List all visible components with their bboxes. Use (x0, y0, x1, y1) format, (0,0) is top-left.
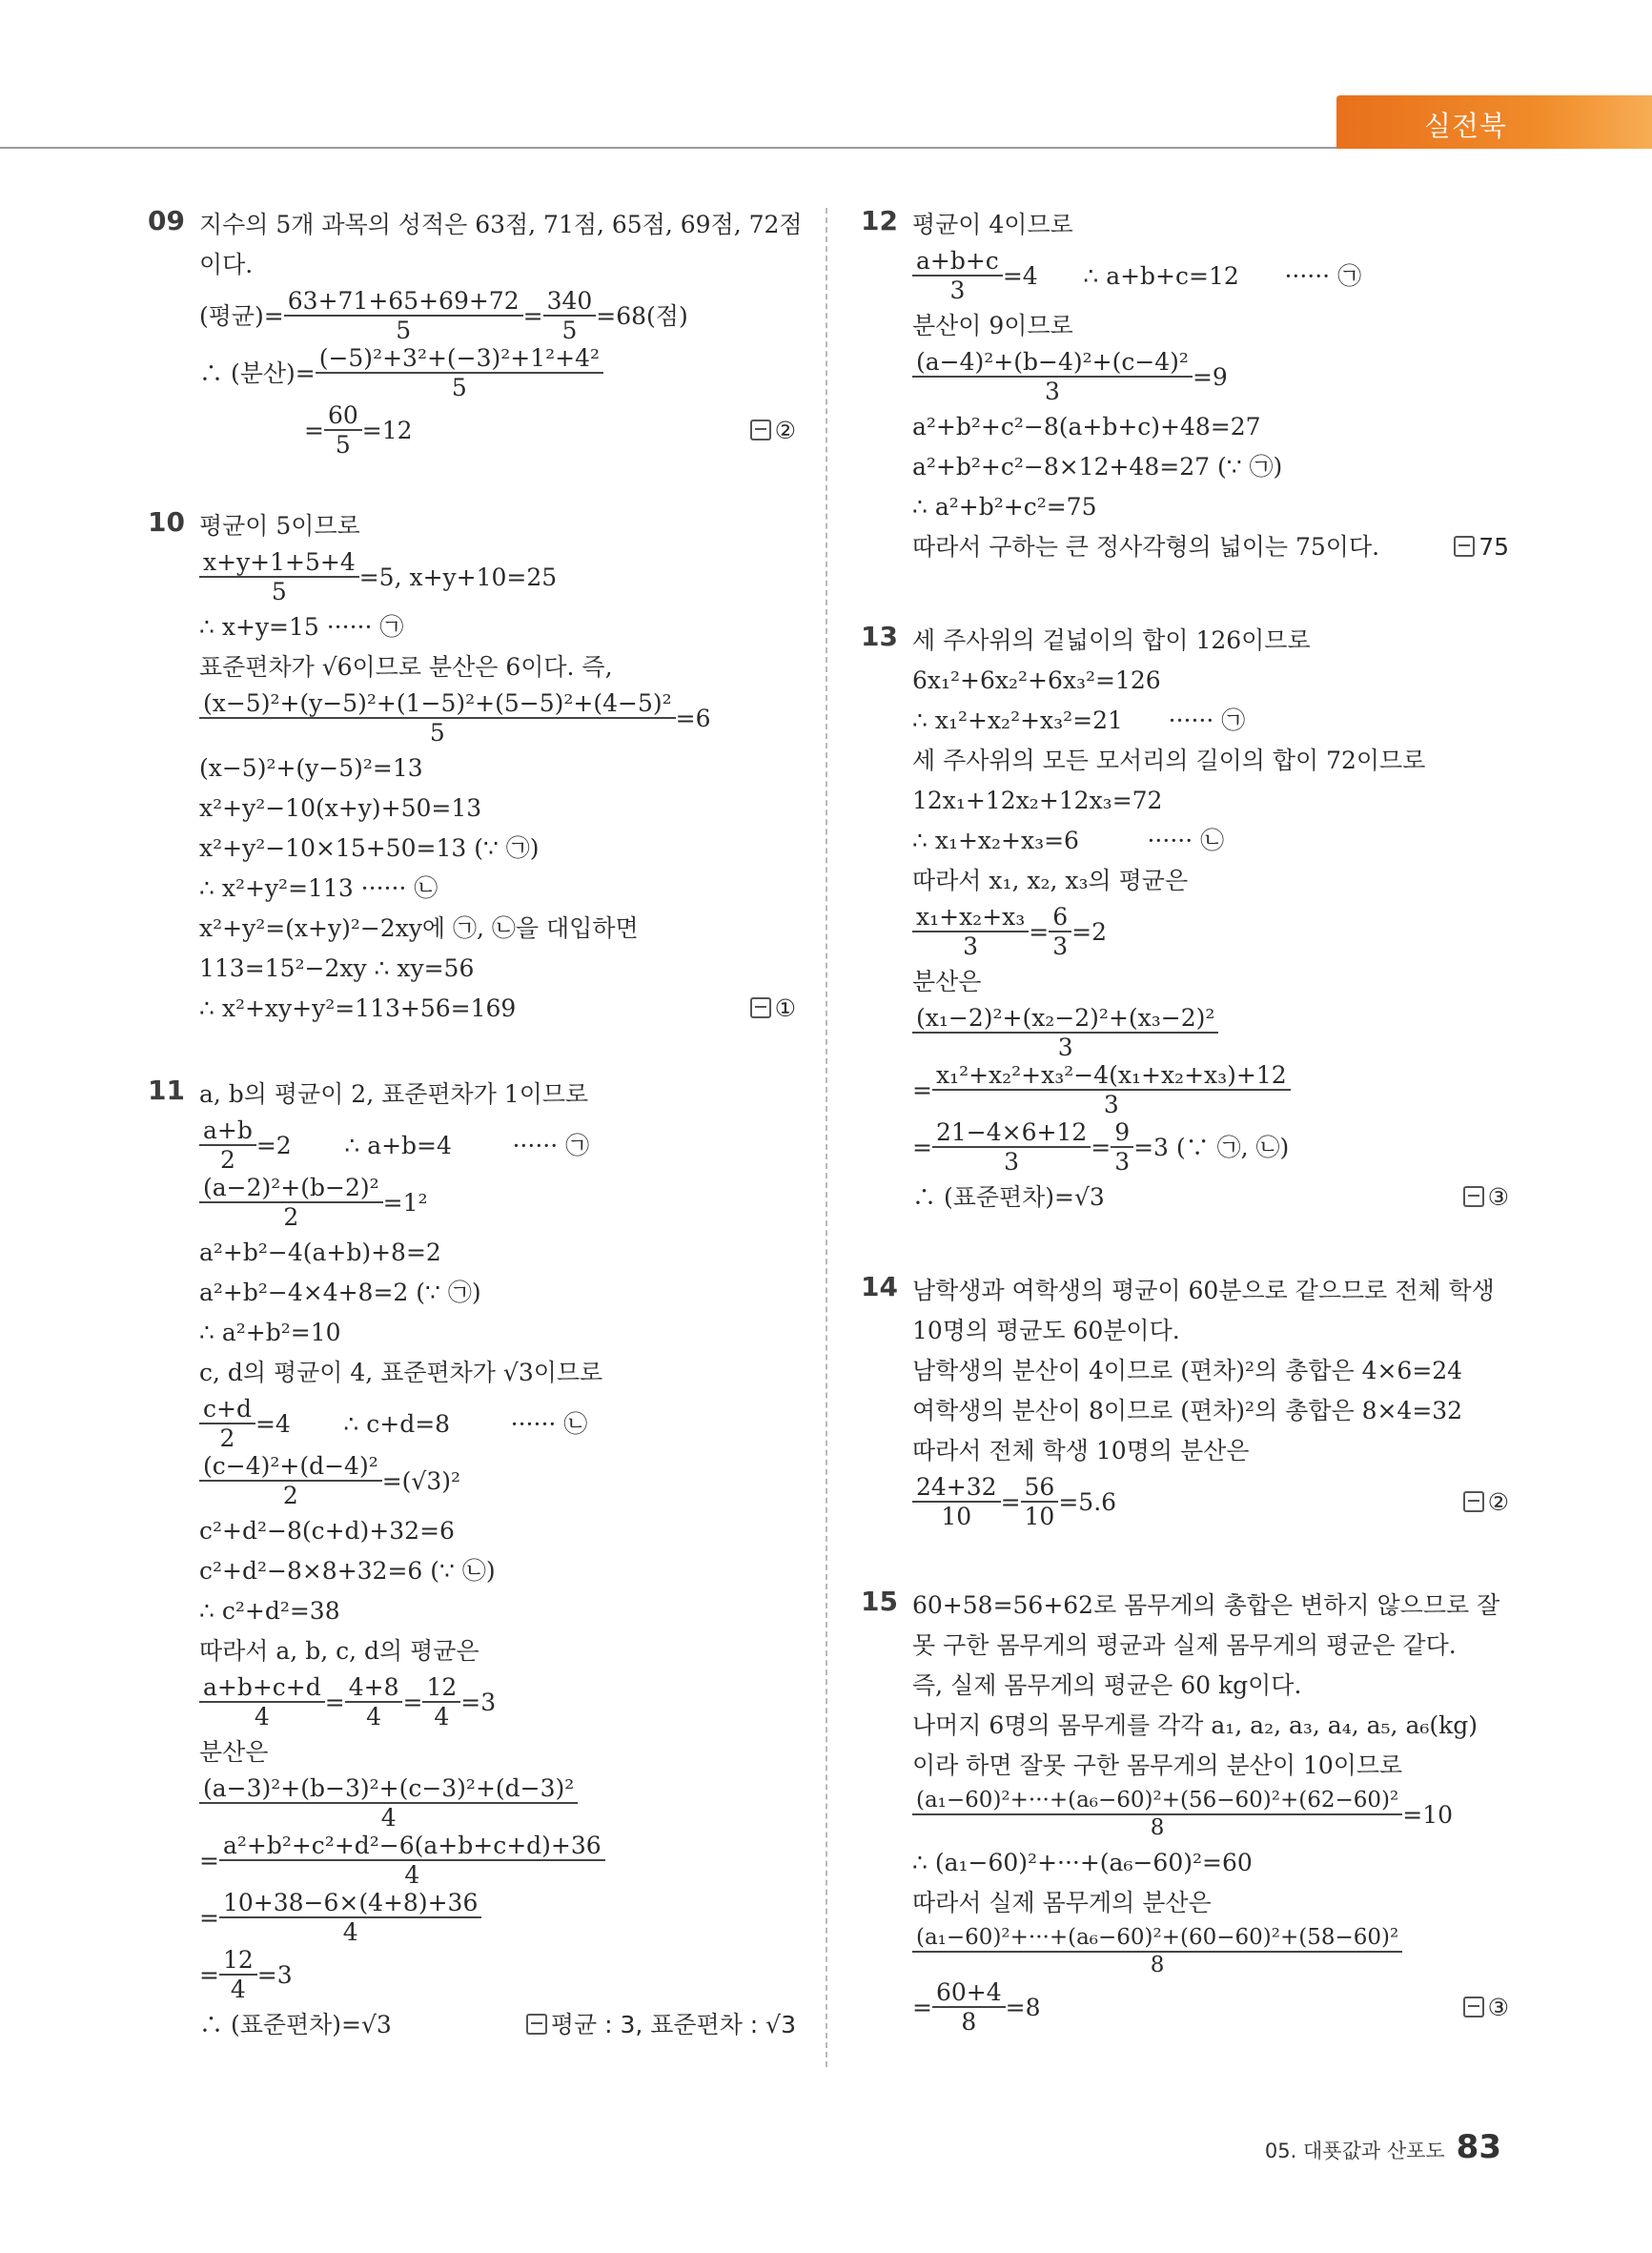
text-line: 이라 하면 잘못 구한 몸무게의 분산이 10이므로 (912, 1751, 1403, 1779)
fraction: $\frac{63+71+65+69+72}{5}$ (284, 289, 523, 342)
text-line: ∴ (표준편차)=√3 ③ (912, 1178, 1509, 1218)
fraction: $\frac{60+4}{8}$ (932, 1980, 1006, 2034)
formula-line: = $\frac{60+4}{8}$ =8 ③ (912, 1978, 1509, 2036)
problem-10 (148, 506, 796, 1029)
fraction: $\frac{\text{(c−4)²+(d−4)²}}{2}$ (199, 1454, 382, 1507)
fraction: $\frac{12}{4}$ (219, 1948, 257, 2001)
fraction: $\frac{\text{x₁+x₂+x₃}}{3}$ (912, 905, 1029, 958)
formula-line: $\frac{\text{(a−2)²+(b−2)²}}{2}$ =1² (199, 1176, 796, 1229)
fraction: $\frac{\text{(−5)²+3²+(−3)²+1²+4²}}{5}$ (316, 346, 603, 399)
answer-icon (750, 420, 771, 440)
text-line: 따라서 구하는 큰 정사각형의 넓이는 75이다. 75 (912, 527, 1509, 567)
fraction: $\frac{\text{(a₁−60)²+···+(a₆−60)²+(56−60)²+(62−60)²}}{8}$ (912, 1790, 1402, 1839)
problem-13 (861, 621, 1509, 1218)
text-line: 따라서 전체 학생 10명의 분산은 (912, 1437, 1250, 1464)
formula-label: (평균)= (199, 301, 284, 330)
answer-icon (750, 997, 771, 1018)
text-line: a²+b²+c²−8×12+48=27 (∵ ㉠) (912, 453, 1283, 481)
text-line: a, b의 평균이 2, 표준편차가 1이므로 (199, 1080, 589, 1108)
text-line: ∴ x+y=15 ······ ㉠ (199, 613, 404, 641)
formula-line: = $\frac{12}{4}$ =3 (199, 1946, 293, 2003)
problem-number: 15 (861, 1586, 898, 1617)
fraction: $\frac{\text{(a−4)²+(b−4)²+(c−4)²}}{3}$ (912, 350, 1193, 403)
text-line: 남학생과 여학생의 평균이 60분으로 같으므로 전체 학생 (912, 1277, 1495, 1304)
text-line: a²+b²−4×4+8=2 (∵ ㉠) (199, 1279, 481, 1306)
answer-icon (1463, 1997, 1484, 2017)
fraction: $\frac{a+b+c}{3}$ (912, 249, 1003, 302)
problem-15 (861, 1586, 1509, 2034)
formula-line: $\frac{\text{x₁+x₂+x₃}}{3}$ = $\frac{6}{3}$ =2 (912, 905, 1509, 958)
page-number: 83 (1456, 2128, 1501, 2166)
problem-11 (148, 1075, 796, 2045)
fraction: $\frac{\text{(a₁−60)²+···+(a₆−60)²+(60−60)²+(58−60)²}}{8}$ (912, 1927, 1402, 1976)
section-tab (1336, 95, 1652, 149)
text-line: 이다. (199, 251, 254, 278)
fraction: $\frac{\text{(x₁−2)²+(x₂−2)²+(x₃−2)²}}{3}$ (912, 1006, 1218, 1059)
fraction: $\frac{a+b+c+d}{4}$ (199, 1675, 325, 1729)
text-line: c²+d²−8×8+32=6 (∵ ㉡) (199, 1557, 496, 1585)
text-line: ∴ (a₁−60)²+···+(a₆−60)²=60 (912, 1849, 1253, 1876)
formula-line: = $\frac{\text{a²+b²+c²+d²−6(a+b+c+d)+36}}{4}$ (199, 1833, 796, 1887)
fraction: $\frac{56}{10}$ (1021, 1475, 1059, 1528)
text-line: 분산은 (912, 968, 982, 995)
formula-line (912, 1006, 1509, 1059)
problem-number: 09 (148, 205, 185, 236)
text-line: x²+y²−10(x+y)+50=13 (199, 794, 482, 822)
answer-mark: ② (750, 419, 796, 442)
problem-number: 10 (148, 506, 185, 538)
problem-09 (148, 205, 803, 459)
answer-icon (526, 2014, 547, 2035)
section-tab-label: 실전북 (1424, 110, 1508, 142)
column-divider (826, 208, 827, 2067)
formula-line: = $\frac{10+38-6\times(4+8)+36}{4}$ (199, 1891, 796, 1944)
fraction: $\frac{21-4\times 6+12}{3}$ (932, 1120, 1091, 1174)
formula-line: $\frac{a+b}{2}$ =2 ∴ a+b=4 ······ ㉠ (199, 1118, 796, 1172)
problem-number: 13 (861, 621, 898, 652)
text-line: ∴ c²+d²=38 (199, 1597, 340, 1625)
text-line: 세 주사위의 모든 모서리의 길이의 합이 72이므로 (912, 747, 1426, 774)
answer-mark: ③ (1463, 1178, 1509, 1218)
text-line: ∴ x₁²+x₂²+x₃²=21 ······ ㉠ (912, 707, 1246, 734)
fraction: $\frac{x+y+1+5+4}{5}$ (199, 550, 359, 604)
text-line: 세 주사위의 겉넓이의 합이 126이므로 (912, 626, 1311, 654)
fraction: $\frac{\text{(x−5)²+(y−5)²+(1−5)²+(5−5)²+(4−5)²}}{5}$ (199, 691, 676, 745)
text-line: ∴ a²+b²+c²=75 (912, 493, 1097, 521)
text-line: 10명의 평균도 60분이다. (912, 1317, 1180, 1344)
fraction: $\frac{340}{5}$ (543, 289, 597, 342)
formula-line: $\frac{\text{(a₁−60)²+···+(a₆−60)²+(56−60)²+(62−60)²}}{8}$ =10 (912, 1790, 1509, 1839)
formula-line: $\frac{a+b+c+d}{4}$ = $\frac{4+8}{4}$ = $\frac{12}{4}$ =3 (199, 1675, 796, 1729)
right-column (861, 205, 1509, 2038)
fraction: $\frac{\text{a²+b²+c²+d²−6(a+b+c+d)+36}}{4}$ (219, 1833, 605, 1887)
formula-line (912, 1927, 1509, 1976)
fraction: $\frac{24+32}{10}$ (912, 1475, 1001, 1528)
text-line: 분산은 (199, 1738, 269, 1766)
text-line: 표준편차가 √6이므로 분산은 6이다. 즉, (199, 653, 613, 681)
text-line: 지수의 5개 과목의 성적은 63점, 71점, 65점, 69점, 72점 (199, 211, 803, 238)
fraction: $\frac{9}{3}$ (1111, 1120, 1133, 1174)
text-line: 남학생의 분산이 4이므로 (편차)²의 총합은 4×6=24 (912, 1357, 1463, 1384)
answer-mark: ① (750, 989, 796, 1029)
fraction: $\frac{12}{4}$ (422, 1675, 460, 1729)
variance-formula: ∴ (분산)= $\frac{\text{(−5)²+3²+(−3)²+1²+4²}}{5}$ (199, 346, 796, 399)
text-line: 따라서 a, b, c, d의 평균은 (199, 1637, 479, 1665)
text-line: a²+b²−4(a+b)+8=2 (199, 1239, 441, 1266)
answer-icon (1463, 1491, 1484, 1512)
text-line: x²+y²=(x+y)²−2xy에 ㉠, ㉡을 대입하면 (199, 914, 639, 942)
text-line: 분산이 9이므로 (912, 312, 1073, 339)
text-line: c, d의 평균이 4, 표준편차가 √3이므로 (199, 1359, 603, 1386)
page-footer (1265, 2128, 1501, 2166)
text-line: 따라서 x₁, x₂, x₃의 평균은 (912, 867, 1189, 894)
fraction: $\frac{6}{3}$ (1049, 905, 1071, 958)
text-line: ∴ x₁+x₂+x₃=6 ······ ㉡ (912, 827, 1225, 854)
answer-mark: 75 (1454, 527, 1509, 567)
formula-line: = $\frac{\text{x₁²+x₂²+x₃²−4(x₁+x₂+x₃)+12}}{3}$ (912, 1063, 1509, 1116)
problem-number: 11 (148, 1075, 185, 1106)
text-line: 60+58=56+62로 몸무게의 총합은 변하지 않으므로 잘 (912, 1591, 1500, 1619)
answer-mark: 평균 : 3, 표준편차 : √3 (526, 2005, 796, 2045)
problem-14 (861, 1271, 1509, 1528)
problem-12 (861, 205, 1509, 567)
text-line: 여학생의 분산이 8이므로 (편차)²의 총합은 8×4=32 (912, 1397, 1463, 1424)
text-line: ∴ x²+xy+y²=113+56=169 ① (199, 989, 796, 1029)
text-line: ∴ a²+b²=10 (199, 1319, 341, 1346)
fraction: $\frac{\text{(a−2)²+(b−2)²}}{2}$ (199, 1176, 383, 1229)
mean-formula: (평균)= $\frac{63+71+65+69+72}{5}$ = $\frac{340}{5}$ =68(점) (199, 287, 688, 344)
fraction: $\frac{10+38-6\times(4+8)+36}{4}$ (219, 1891, 481, 1944)
text-line: ∴ (표준편차)=√3 평균 : 3, 표준편차 : √3 (199, 2005, 796, 2045)
fraction: $\frac{60}{5}$ (324, 403, 362, 457)
text-line: 나머지 6명의 몸무게를 각각 a₁, a₂, a₃, a₄, a₅, a₆(kg) (912, 1711, 1479, 1739)
formula-line: $\frac{x+y+1+5+4}{5}$ =5, x+y+10=25 (199, 550, 796, 604)
answer-icon (1463, 1186, 1484, 1207)
text-line: 못 구한 몸무게의 평균과 실제 몸무게의 평균은 같다. (912, 1631, 1457, 1659)
text-line: 12x₁+12x₂+12x₃=72 (912, 787, 1163, 814)
text-line: ∴ x²+y²=113 ······ ㉡ (199, 874, 438, 902)
text-line: 즉, 실제 몸무게의 평균은 60 kg이다. (912, 1671, 1302, 1699)
answer-mark: ② (1463, 1490, 1509, 1514)
text-line: x²+y²−10×15+50=13 (∵ ㉠) (199, 834, 540, 862)
text-line: c²+d²−8(c+d)+32=6 (199, 1517, 455, 1545)
fraction: $\frac{4+8}{4}$ (345, 1675, 403, 1729)
formula-line: $\frac{\text{(a−4)²+(b−4)²+(c−4)²}}{3}$ =9 (912, 350, 1509, 403)
formula-line: $\frac{c+d}{2}$ =4 ∴ c+d=8 ······ ㉡ (199, 1397, 796, 1450)
formula-line: $\frac{\text{(x−5)²+(y−5)²+(1−5)²+(5−5)²+(4−5)²}}{5}$ =6 (199, 691, 796, 745)
fraction: $\frac{a+b}{2}$ (199, 1118, 256, 1172)
text-line: 평균이 5이므로 (199, 512, 360, 540)
formula-line: = $\frac{21-4\times 6+12}{3}$ = $\frac{9}{3}$ =3 (∵ ㉠, ㉡) (912, 1118, 1290, 1176)
problem-number: 14 (861, 1271, 898, 1302)
problem-number: 12 (861, 205, 898, 236)
answer-icon (1454, 536, 1475, 557)
text-line: 6x₁²+6x₂²+6x₃²=126 (912, 666, 1161, 694)
fraction: $\frac{\text{x₁²+x₂²+x₃²−4(x₁+x₂+x₃)+12}}{3}$ (932, 1063, 1291, 1116)
variance-result: = $\frac{60}{5}$ =12 ② (304, 401, 796, 459)
text-line: a²+b²+c²−8(a+b+c)+48=27 (912, 413, 1261, 440)
formula-line: $\frac{a+b+c}{3}$ =4 ∴ a+b+c=12 ······ ㉠ (912, 249, 1509, 302)
chapter-title: 05. 대푯값과 산포도 (1264, 2140, 1445, 2162)
text-line: (x−5)²+(y−5)²=13 (199, 754, 423, 782)
fraction: $\frac{c+d}{2}$ (199, 1397, 255, 1450)
formula-line (199, 1776, 796, 1830)
formula-line: $\frac{\text{(c−4)²+(d−4)²}}{2}$ =(√3)² (199, 1454, 796, 1507)
answer-mark: ③ (1463, 1996, 1509, 2019)
text-line: 113=15²−2xy ∴ xy=56 (199, 954, 475, 982)
text-line: 따라서 실제 몸무게의 분산은 (912, 1889, 1212, 1916)
formula-line: $\frac{24+32}{10}$ = $\frac{56}{10}$ =5.6 ② (912, 1475, 1509, 1528)
fraction: $\frac{\text{(a−3)²+(b−3)²+(c−3)²+(d−3)²}}{4}$ (199, 1776, 578, 1830)
text-line: 평균이 4이므로 (912, 211, 1073, 238)
left-column (148, 205, 803, 2045)
